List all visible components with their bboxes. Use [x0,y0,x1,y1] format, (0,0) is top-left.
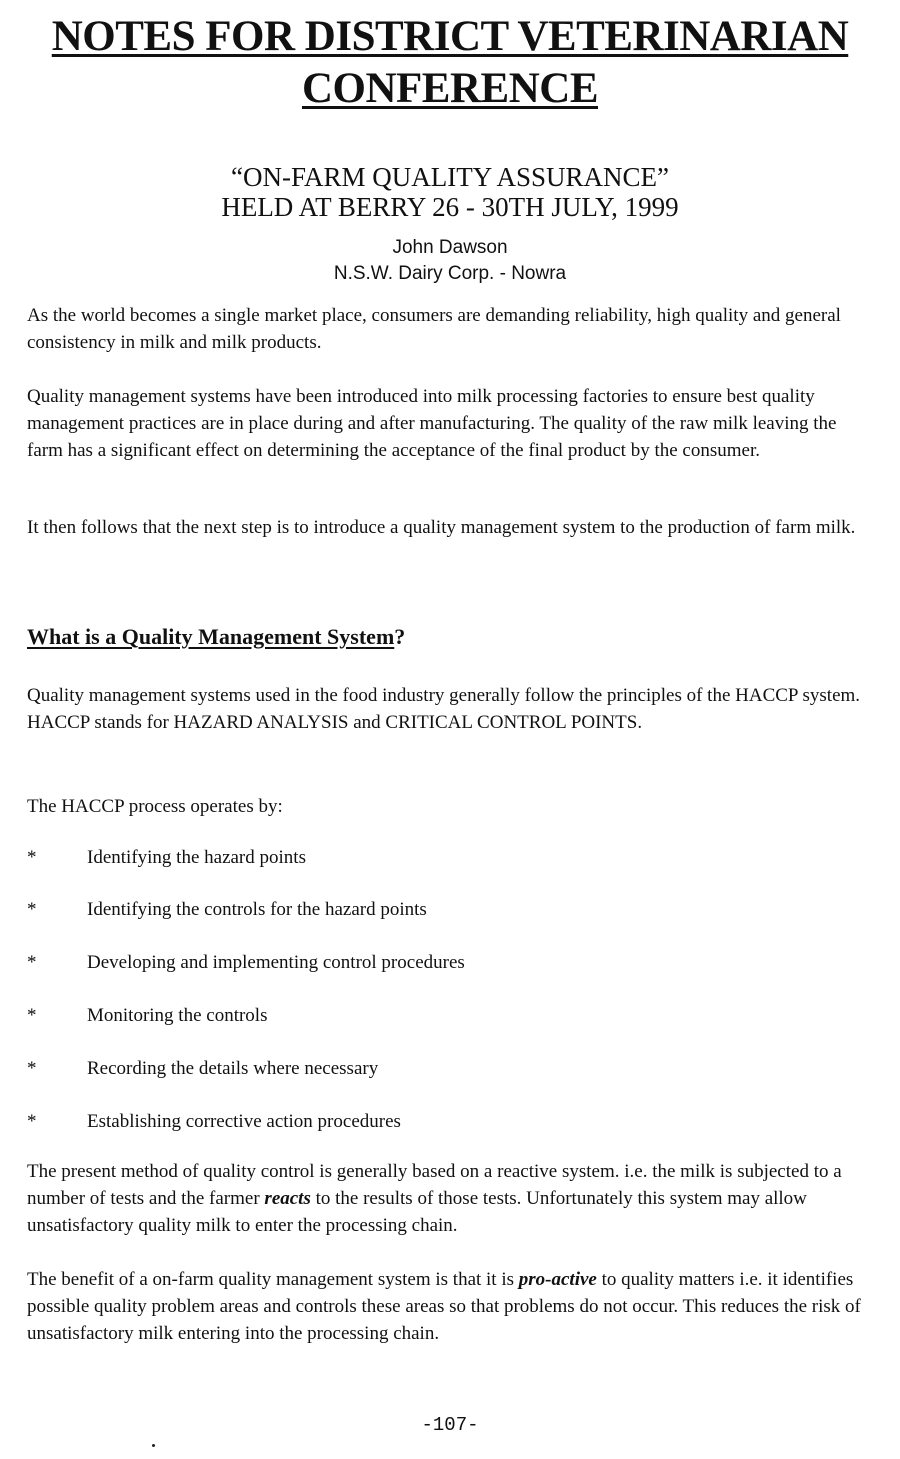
paragraph-text: to quality matters i.e. it identifies possible quality problem areas and controls these areas so that problems do not occur. This reduces the risk of unsatisfactory milk entering into the processing chain. [27,1269,861,1344]
subtitle-line2: HELD AT BERRY 26 - 30TH JULY, 1999 [221,192,679,222]
section-paragraph-4 [27,1266,867,1347]
section-paragraph-1: Quality management systems used in the food industry generally follow the principles of the HACCP system. HACCP stands for HAZARD ANALYSIS and CRITICAL CONTROL POINTS. [27,685,861,733]
list-item-text: Developing and implementing control procedures [87,952,465,973]
subtitle-line1: “ON-FARM QUALITY ASSURANCE” [231,162,669,192]
paragraph-text: The benefit of a on-farm quality management system is that it is [27,1269,519,1290]
section-paragraph-2: The HACCP process operates by: [27,796,283,817]
paragraph-text: The present method of quality control is generally based on a reactive system. i.e. the milk is subjected to a number of tests and the farmer [27,1161,842,1209]
bullet-marker: * [27,952,37,973]
section-paragraph-3 [27,1158,867,1239]
list-item-text: Identifying the hazard points [87,847,306,868]
paragraph-text: to the results of those tests. Unfortunately this system may allow unsatisfactory quality milk to enter the processing chain. [27,1188,807,1236]
list-item-text: Identifying the controls for the hazard points [87,899,427,920]
document-title-line2: CONFERENCE [301,65,599,112]
section-heading [27,624,405,650]
emphasis-text: pro-active [518,1269,597,1290]
author-organization: N.S.W. Dairy Corp. - Nowra [333,263,567,284]
bullet-marker: * [27,1058,37,1079]
page-number: -107- [421,1414,479,1436]
section-heading-text: What is a Quality Management System [27,624,395,649]
author-name: John Dawson [392,237,508,258]
intro-paragraph-3: It then follows that the next step is to introduce a quality management system to the production of farm milk. [27,517,856,538]
list-item-text: Recording the details where necessary [87,1058,379,1079]
emphasis-text: reacts [264,1188,311,1209]
stray-mark [152,1444,155,1447]
list-item-text: Establishing corrective action procedures [87,1111,401,1132]
bullet-marker: * [27,1005,37,1026]
bullet-marker: * [27,899,37,920]
intro-paragraph-1: As the world becomes a single market place, consumers are demanding reliability, high quality and general consistency in milk and milk products. [27,305,841,353]
bullet-marker: * [27,847,37,868]
document-title-line1: NOTES FOR DISTRICT VETERINARIAN [51,13,849,60]
list-item-text: Monitoring the controls [87,1005,268,1026]
intro-paragraph-2: Quality management systems have been introduced into milk processing factories to ensure best quality management practices are in place during and after manufacturing. The quality of the raw milk leaving the farm has a significant effect on determining the acceptance of the final product by the consumer. [27,386,837,461]
section-heading-suffix: ? [394,624,406,649]
bullet-marker: * [27,1111,37,1132]
